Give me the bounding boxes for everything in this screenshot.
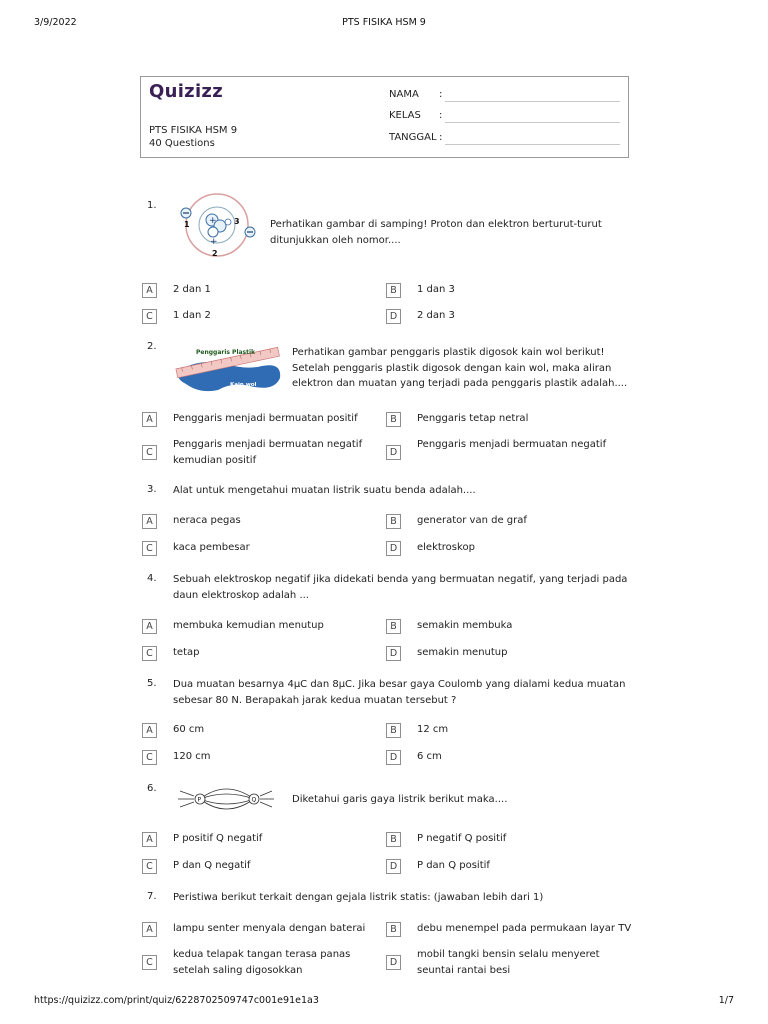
option-letter-b[interactable]: B [386,832,401,847]
option-text: P positif Q negatif [173,833,263,844]
date-line [445,144,620,145]
print-date: 3/9/2022 [34,17,77,28]
quiz-header-box [140,76,629,158]
option-letter-d[interactable]: D [386,646,401,661]
question-number: 1. [147,200,157,211]
field-label-p: P [197,796,202,804]
option-letter-d[interactable]: D [386,859,401,874]
ruler-wool-figure [170,344,286,394]
option-text: 60 cm [173,724,205,735]
field-lines-figure [174,783,278,815]
question-text-line: Perhatikan gambar penggaris plastik digosok kain wol berikut! [292,347,605,358]
option-a[interactable] [173,618,324,634]
question-text-line: Diketahui garis gaya listrik berikut maka.... [292,794,508,805]
option-letter-b[interactable]: B [386,283,401,298]
option-b[interactable] [417,921,631,937]
option-d[interactable] [417,540,475,556]
question-text [173,890,543,906]
option-letter-a[interactable]: A [142,514,157,529]
option-text: P negatif Q positif [417,833,507,844]
option-letter-c[interactable]: C [142,541,157,556]
option-text: 12 cm [417,724,449,735]
option-letter-c[interactable]: C [142,646,157,661]
option-text: Penggaris tetap netral [417,413,529,424]
option-b[interactable] [417,831,506,847]
option-text: neraca pegas [173,515,241,526]
ruler-label: Penggaris Plastik [196,349,256,356]
question-number: 5. [147,678,157,689]
option-text: lampu senter menyala dengan baterai [173,923,366,934]
option-letter-d[interactable]: D [386,750,401,765]
question-text [292,345,627,392]
question-number: 7. [147,891,157,902]
question-text [173,677,625,708]
question-text-line: elektron dan muatan yang terjadi pada penggaris plastik adalah.... [292,378,628,389]
question-text [270,217,602,248]
atom-label-2: 2 [212,249,218,258]
date-label: TANGGAL [389,132,437,143]
option-c[interactable] [173,308,211,324]
name-colon: : [439,89,443,100]
option-a[interactable] [173,513,241,529]
option-letter-b[interactable]: B [386,619,401,634]
print-url: https://quizizz.com/print/quiz/6228702509747c001e91e1a3 [34,995,319,1006]
date-field [389,132,624,148]
option-b[interactable] [417,411,528,427]
option-a[interactable] [173,831,262,847]
option-a[interactable] [173,282,211,298]
name-field [389,89,624,105]
option-letter-b[interactable]: B [386,412,401,427]
option-a[interactable] [173,722,204,738]
option-text: 1 dan 2 [173,310,211,321]
option-text: debu menempel pada permukaan layar TV [417,923,632,934]
option-letter-d[interactable]: D [386,309,401,324]
field-label-q: Q [251,796,257,804]
option-b[interactable] [417,722,448,738]
option-letter-a[interactable]: A [142,283,157,298]
option-text: kaca pembesar [173,542,250,553]
option-letter-d[interactable]: D [386,445,401,460]
option-text: 2 dan 1 [173,284,211,295]
option-text: seuntai rantai besi [417,964,511,976]
option-text: generator van de graf [417,515,527,526]
option-letter-d[interactable]: D [386,955,401,970]
option-text: kemudian positif [173,454,257,466]
option-a[interactable] [173,411,358,427]
date-colon: : [439,132,443,143]
class-line [445,122,620,123]
question-text-line: Sebuah elektroskop negatif jika didekati benda yang bermuatan negatif, yang terjadi pada [173,574,628,585]
print-title: PTS FISIKA HSM 9 [342,17,426,28]
option-d[interactable] [417,437,606,453]
option-text: Penggaris menjadi bermuatan negatif [417,439,607,450]
question-count: 40 Questions [149,138,215,149]
option-text: membuka kemudian menutup [173,620,324,631]
option-b[interactable] [417,618,512,634]
question-text-line: Dua muatan besarnya 4μC dan 8μC. Jika besar gaya Coulomb yang dialami kedua muatan [173,679,626,690]
option-text: P dan Q negatif [173,860,251,871]
option-text: semakin menutup [417,647,508,658]
option-text: semakin membuka [417,620,513,631]
option-c[interactable] [173,947,350,978]
option-text: 1 dan 3 [417,284,455,295]
atom-figure [172,192,262,262]
question-text-line: sebesar 80 N. Berapakah jarak kedua muatan tersebut ? [173,694,457,706]
question-text [292,792,507,808]
option-letter-c[interactable]: C [142,309,157,324]
option-text: kedua telapak tangan terasa panas [173,949,351,960]
name-line [445,101,620,102]
option-text: mobil tangki bensin selalu menyeret [417,949,600,960]
question-text-line: Setelah penggaris plastik digosok dengan kain wol, maka aliran [292,362,612,374]
question-text [173,572,627,603]
wool-label: Kain wol [230,382,257,388]
option-letter-c[interactable]: C [142,955,157,970]
option-letter-c[interactable]: C [142,445,157,460]
option-letter-b[interactable]: B [386,723,401,738]
option-letter-c[interactable]: C [142,750,157,765]
option-d[interactable] [417,645,508,661]
page-number: 1/7 [718,995,734,1006]
print-footer [34,995,734,1009]
option-letter-d[interactable]: D [386,541,401,556]
question-text-line: ditunjukkan oleh nomor.... [270,234,401,246]
option-c[interactable] [173,858,250,874]
svg-text:+: + [209,216,217,226]
question-number: 2. [147,341,157,352]
option-text: tetap [173,647,200,658]
option-letter-a[interactable]: A [142,412,157,427]
option-text: 6 cm [417,751,442,762]
name-label: NAMA [389,89,419,100]
option-text: elektroskop [417,542,475,553]
question-text [173,483,476,499]
class-label: KELAS [389,110,421,121]
option-c[interactable] [173,437,362,468]
option-b[interactable] [417,282,455,298]
class-colon: : [439,110,443,121]
option-d[interactable] [417,749,442,765]
print-header [34,17,734,31]
option-letter-a[interactable]: A [142,619,157,634]
question-text-line: Perhatikan gambar di samping! Proton dan elektron berturut-turut [270,219,602,230]
atom-label-3: 3 [234,217,240,226]
option-d[interactable] [417,308,455,324]
option-c[interactable] [173,749,211,765]
class-field [389,110,624,126]
option-c[interactable] [173,645,199,661]
option-letter-b[interactable]: B [386,514,401,529]
option-d[interactable] [417,947,600,978]
option-letter-b[interactable]: B [386,922,401,937]
question-text-line: Peristiwa berikut terkait dengan gejala listrik statis: (jawaban lebih dari 1) [173,892,544,903]
question-text-line: Alat untuk mengetahui muatan listrik suatu benda adalah.... [173,485,476,496]
question-number: 3. [147,484,157,495]
option-text: 2 dan 3 [417,310,455,321]
option-letter-a[interactable]: A [142,723,157,738]
quiz-title: PTS FISIKA HSM 9 [149,125,238,136]
option-b[interactable] [417,513,527,529]
question-number: 6. [147,783,157,794]
option-letter-c[interactable]: C [142,859,157,874]
option-text: Penggaris menjadi bermuatan negatif [173,439,363,450]
option-text: setelah saling digosokkan [173,964,303,976]
option-letter-a[interactable]: A [142,922,157,937]
atom-label-1: 1 [184,220,190,229]
option-text: 120 cm [173,751,211,762]
question-number: 4. [147,573,157,584]
svg-text:+: + [210,237,218,247]
option-text: P dan Q positif [417,860,490,871]
option-letter-a[interactable]: A [142,832,157,847]
question-text-line: daun elektroskop adalah ... [173,589,309,601]
option-c[interactable] [173,540,250,556]
option-text: Penggaris menjadi bermuatan positif [173,413,358,424]
quizizz-logo: Quizizz [149,81,223,102]
option-d[interactable] [417,858,490,874]
option-a[interactable] [173,921,365,937]
